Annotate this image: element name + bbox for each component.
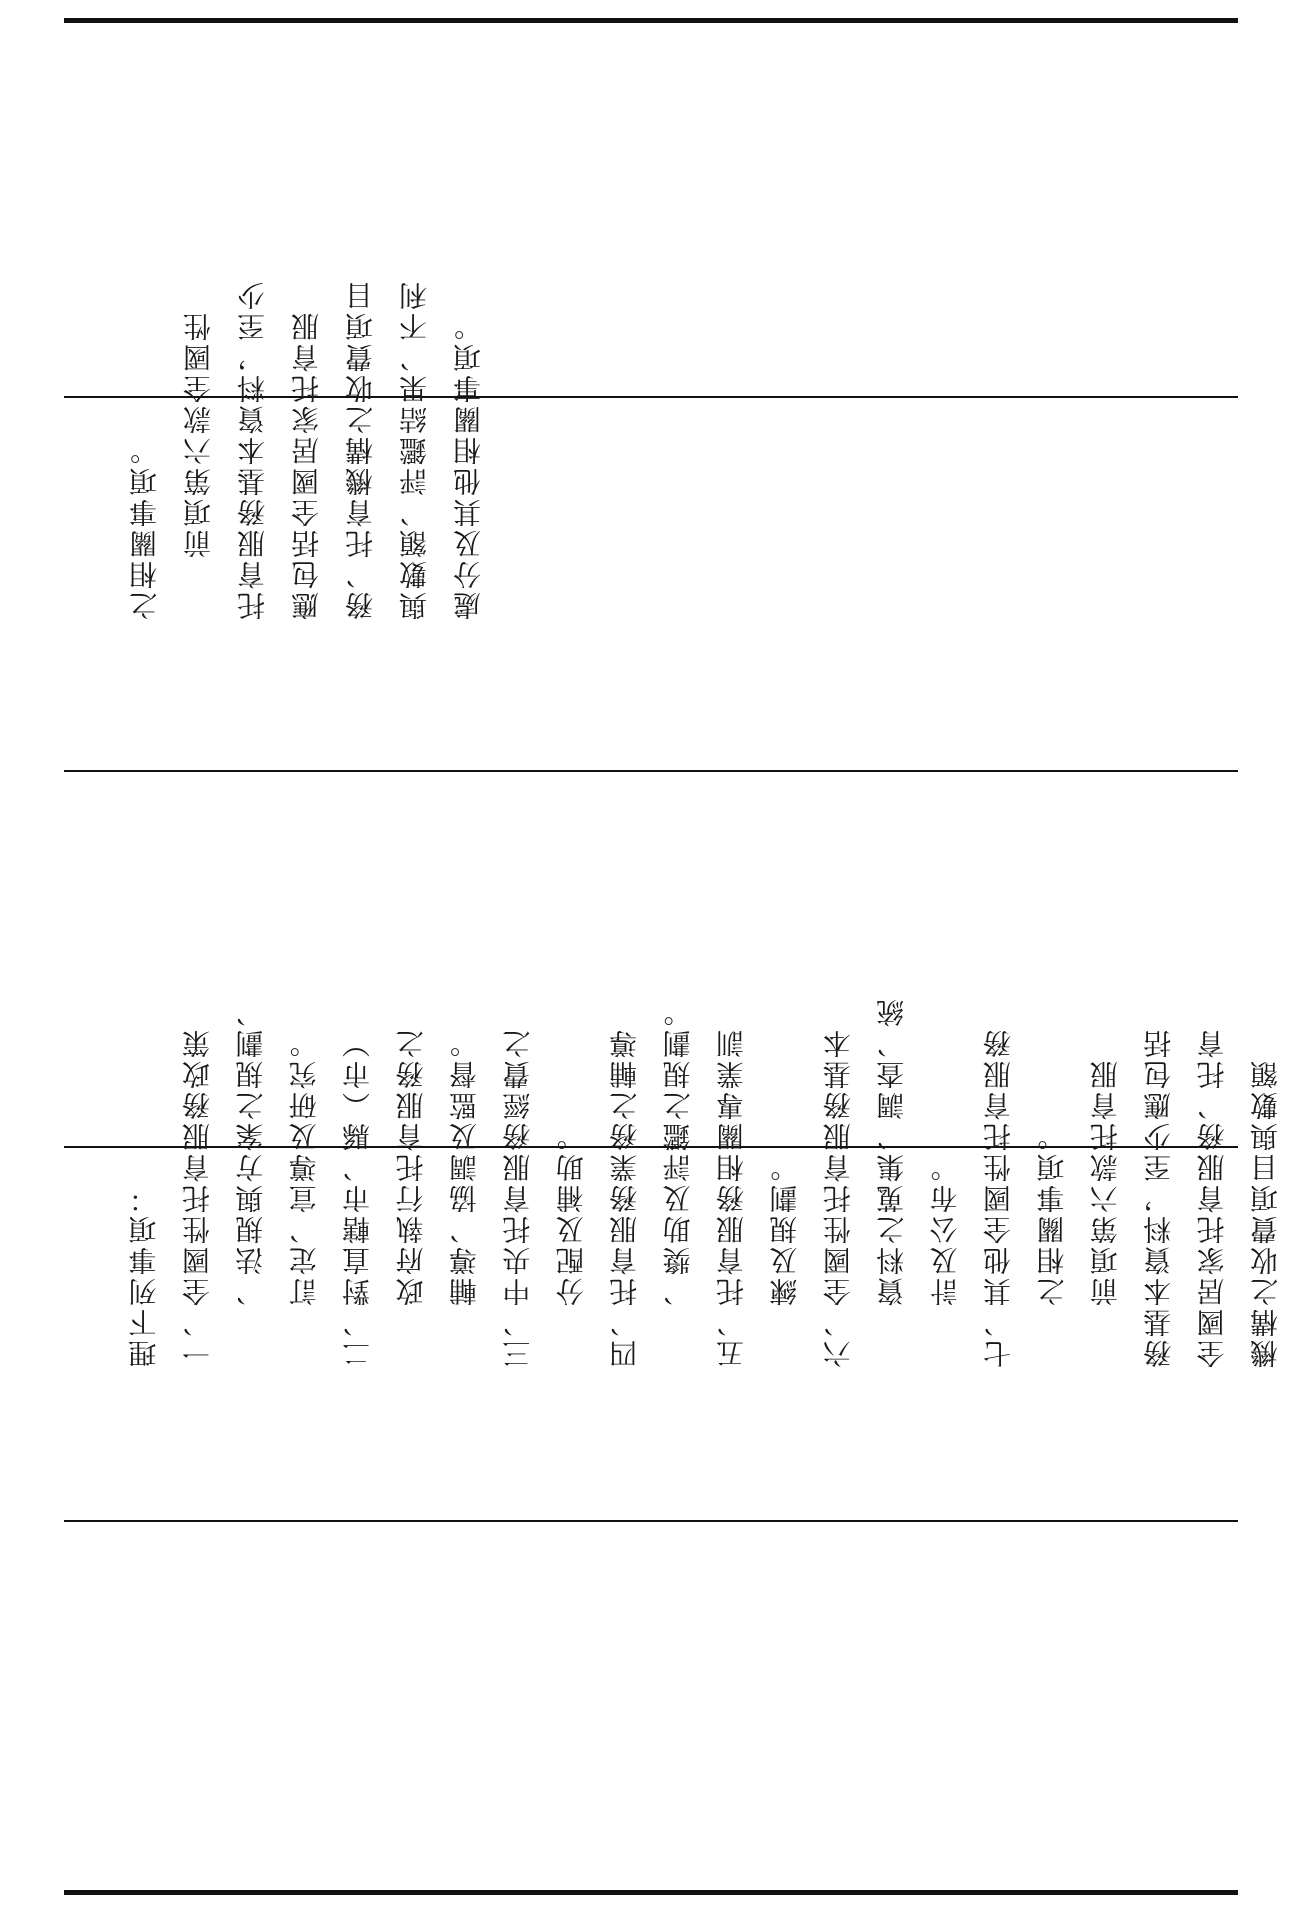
text-column: 五、托育服務相關專業訓 <box>714 1027 748 1368</box>
text-column: 機構之收費項目與數額 <box>1248 1058 1282 1368</box>
text-column: 與數額、評鑑結果、不利 <box>398 279 431 620</box>
text-column: 輔導、協調及監督。 <box>447 1027 481 1368</box>
text-column: 托育服務基本資料，至少 <box>236 279 269 620</box>
text-column: 七、其他全國性托育服務 <box>981 1027 1015 1368</box>
text-column: 三、中央托育服務經費之 <box>501 1027 535 1368</box>
text-column: 政府執行托育服務之 <box>394 1027 428 1368</box>
text-column: 六、全國性托育服務基本 <box>821 1027 855 1368</box>
text-column: 四、托育服務業務之輔導 <box>608 1027 642 1368</box>
text-column: 二、對直轄市、縣（市） <box>341 1027 375 1368</box>
text-column: 應包括全國居家托育服 <box>290 310 323 620</box>
bottom-border-rule <box>64 1890 1238 1895</box>
text-column: 務、托育機構之收費項目 <box>344 279 377 620</box>
text-column: 前項第六款托育服 <box>1088 1058 1122 1368</box>
panel-fourth-text <box>64 996 1282 1512</box>
text-column: 務基本資料，至少應包括 <box>1142 1027 1176 1368</box>
text-column: 之相關事項。 <box>128 434 161 620</box>
text-column: 計及公布。 <box>928 1151 962 1368</box>
panel-second <box>64 279 1238 770</box>
text-column: 、法規與方案之規劃、 <box>234 996 268 1368</box>
panel-bottom <box>64 1522 1238 1890</box>
text-column: 分配及補助。 <box>554 1120 588 1368</box>
text-column: 、獎助及評鑑之規劃。 <box>661 996 695 1368</box>
panel-fourth <box>64 996 1282 1520</box>
text-column: 資料之蒐集、調查、統 <box>875 996 909 1368</box>
text-column: 處分及其他相關事項。 <box>452 310 485 620</box>
text-column: 一、全國性托育服務政策 <box>180 1027 214 1368</box>
text-column: 訂定、宣導及研究。 <box>287 1027 321 1368</box>
text-column: 之相關事項。 <box>1035 1120 1069 1368</box>
panel-second-text <box>64 279 485 764</box>
text-column: 練及規劃。 <box>768 1151 802 1368</box>
text-column: 全國居家托育服務、托育 <box>1195 1027 1229 1368</box>
text-column: 理下列事項： <box>127 1182 161 1368</box>
text-column: 前項第六款全國性 <box>182 310 215 620</box>
